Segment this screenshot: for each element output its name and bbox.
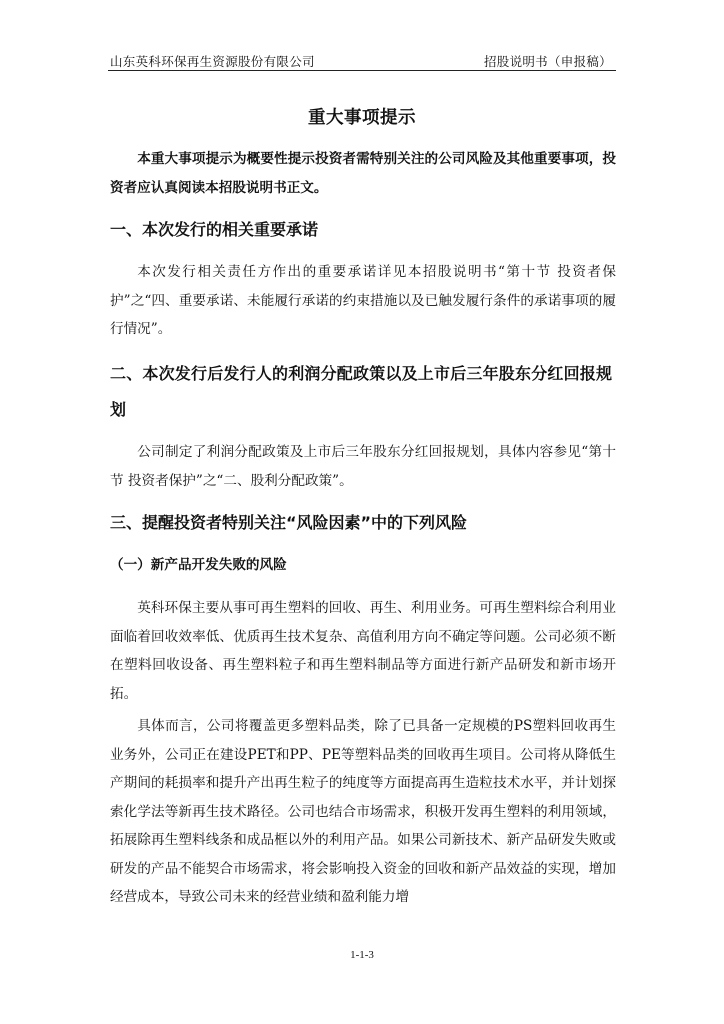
section-1-body-block — [110, 258, 616, 344]
subsection-3-1-para-2-block — [110, 712, 616, 912]
subsection-3-1-paragraph-1: 英科环保主要从事可再生塑料的回收、再生、利用业务。可再生塑料综合利用业面临着回收效率低、优质再生技术复杂、高值利用方向不确定等问题。公司必须不断在塑料回收设备、再生塑料粒子和再生塑料制品等方面进行新产品研发和新市场开拓。 — [110, 600, 616, 702]
header-document-type: 招股说明书（申报稿） — [483, 54, 612, 69]
section-3-heading: 三、提醒投资者特别关注“风险因素”中的下列风险 — [110, 513, 468, 532]
subsection-3-1-para-1-block — [110, 594, 616, 708]
section-2 — [110, 356, 616, 428]
header-company-name: 山东英科环保再生资源股份有限公司 — [110, 54, 315, 69]
intro-block — [110, 145, 616, 202]
section-2-heading: 二、本次发行后发行人的利润分配政策以及上市后三年股东分红回报规划 — [110, 364, 613, 419]
subsection-3-1 — [110, 552, 616, 578]
section-2-body-block — [110, 438, 616, 495]
section-3 — [110, 505, 616, 541]
section-1-heading: 一、本次发行的相关重要承诺 — [110, 220, 319, 239]
section-1-body: 本次发行相关责任方作出的重要承诺详见本招股说明书“第十节 投资者保护”之“四、重要承诺、未能履行承诺的约束措施以及已触发履行条件的承诺事项的履行情况”。 — [110, 264, 616, 337]
subsection-3-1-paragraph-2: 具体而言，公司将覆盖更多塑料品类，除了已具备一定规模的PS塑料回收再生业务外，公司正在建设PET和PP、PE等塑料品类的回收再生项目。公司将从降低生产期间的耗损率和提升产出再生粒子的纯度等方面提高再生造粒技术水平，并计划探索化学法等新再生技术路径。公司也结合市场需求，积极开发再生塑料的利用领域，拓展除再生塑料线条和成品框以外的利用产品。如果公司新技术、新产品研发失败或研发的产品不能契合市场需求，将会影响投入资金的回收和新产品效益的实现，增加经营成本，导致公司未来的经营业绩和盈利能力增 — [110, 718, 616, 905]
section-2-body: 公司制定了利润分配政策及上市后三年股东分红回报规划，具体内容参见“第十节 投资者保护”之“二、股利分配政策”。 — [110, 444, 616, 489]
page-header — [108, 50, 616, 71]
page-number: 1-1-3 — [350, 949, 374, 961]
page-title: 重大事项提示 — [308, 108, 416, 128]
section-1 — [110, 212, 616, 248]
intro-paragraph: 本重大事项提示为概要性提示投资者需特别关注的公司风险及其他重要事项，投资者应认真阅读本招股说明书正文。 — [110, 151, 616, 196]
subsection-3-1-heading: （一）新产品开发失败的风险 — [110, 557, 287, 573]
